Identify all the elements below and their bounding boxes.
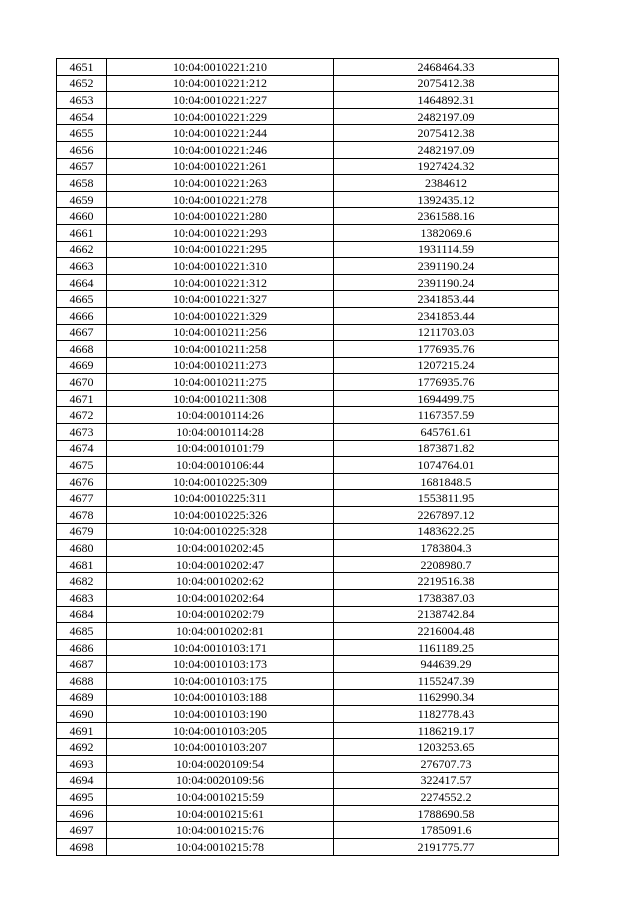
value-cell: 2208980.7 (334, 556, 559, 573)
row-number-cell: 4689 (57, 689, 107, 706)
value-cell: 1788690.58 (334, 805, 559, 822)
value-cell: 2341853.44 (334, 307, 559, 324)
value-cell: 1162990.34 (334, 689, 559, 706)
value-cell: 1392435.12 (334, 191, 559, 208)
cadastral-number-cell: 10:04:0020109:56 (107, 772, 334, 789)
table-row (57, 274, 559, 291)
value-cell: 2219516.38 (334, 573, 559, 590)
cadastral-number-cell: 10:04:0010221:229 (107, 108, 334, 125)
row-number-cell: 4672 (57, 407, 107, 424)
value-cell: 1186219.17 (334, 722, 559, 739)
value-cell: 1783804.3 (334, 540, 559, 557)
table-row (57, 623, 559, 640)
value-cell: 1161189.25 (334, 639, 559, 656)
value-cell: 1207215.24 (334, 357, 559, 374)
value-cell: 2361588.16 (334, 208, 559, 225)
row-number-cell: 4675 (57, 457, 107, 474)
table-row (57, 838, 559, 855)
value-cell: 1931114.59 (334, 241, 559, 258)
table-row (57, 141, 559, 158)
row-number-cell: 4653 (57, 92, 107, 109)
cadastral-number-cell: 10:04:0010221:244 (107, 125, 334, 142)
table-row (57, 374, 559, 391)
row-number-cell: 4655 (57, 125, 107, 142)
cadastral-number-cell: 10:04:0010202:81 (107, 623, 334, 640)
value-cell: 1776935.76 (334, 374, 559, 391)
row-number-cell: 4681 (57, 556, 107, 573)
table-row (57, 822, 559, 839)
cadastral-number-cell: 10:04:0010225:311 (107, 490, 334, 507)
table-row (57, 805, 559, 822)
table-row (57, 490, 559, 507)
value-cell: 1873871.82 (334, 440, 559, 457)
cadastral-number-cell: 10:04:0010221:329 (107, 307, 334, 324)
table-row (57, 357, 559, 374)
value-cell: 1776935.76 (334, 341, 559, 358)
cadastral-number-cell: 10:04:0010221:227 (107, 92, 334, 109)
row-number-cell: 4694 (57, 772, 107, 789)
row-number-cell: 4654 (57, 108, 107, 125)
row-number-cell: 4695 (57, 789, 107, 806)
cadastral-number-cell: 10:04:0010114:28 (107, 424, 334, 441)
row-number-cell: 4677 (57, 490, 107, 507)
row-number-cell: 4691 (57, 722, 107, 739)
row-number-cell: 4661 (57, 224, 107, 241)
cadastral-number-cell: 10:04:0010103:173 (107, 656, 334, 673)
value-cell: 2075412.38 (334, 75, 559, 92)
table-row (57, 556, 559, 573)
row-number-cell: 4656 (57, 141, 107, 158)
table-row (57, 224, 559, 241)
row-number-cell: 4690 (57, 706, 107, 723)
table-row (57, 540, 559, 557)
row-number-cell: 4660 (57, 208, 107, 225)
value-cell: 2482197.09 (334, 108, 559, 125)
value-cell: 1203253.65 (334, 739, 559, 756)
value-cell: 1382069.6 (334, 224, 559, 241)
table-row (57, 324, 559, 341)
value-cell: 1155247.39 (334, 672, 559, 689)
table-row (57, 407, 559, 424)
cadastral-number-cell: 10:04:0010211:256 (107, 324, 334, 341)
value-cell: 1182778.43 (334, 706, 559, 723)
row-number-cell: 4665 (57, 291, 107, 308)
cadastral-number-cell: 10:04:0010225:326 (107, 507, 334, 524)
cadastral-number-cell: 10:04:0010211:308 (107, 390, 334, 407)
table-row (57, 75, 559, 92)
cadastral-number-cell: 10:04:0010221:210 (107, 59, 334, 76)
value-cell: 2191775.77 (334, 838, 559, 855)
table-row (57, 722, 559, 739)
cadastral-number-cell: 10:04:0010215:61 (107, 805, 334, 822)
row-number-cell: 4667 (57, 324, 107, 341)
table-row (57, 258, 559, 275)
table-row (57, 59, 559, 76)
row-number-cell: 4673 (57, 424, 107, 441)
cadastral-number-cell: 10:04:0010202:64 (107, 590, 334, 607)
table-row (57, 241, 559, 258)
value-cell: 1681848.5 (334, 473, 559, 490)
data-table (56, 58, 559, 856)
row-number-cell: 4666 (57, 307, 107, 324)
cadastral-number-cell: 10:04:0010221:312 (107, 274, 334, 291)
row-number-cell: 4678 (57, 507, 107, 524)
cadastral-number-cell: 10:04:0010114:26 (107, 407, 334, 424)
value-cell: 2274552.2 (334, 789, 559, 806)
value-cell: 1927424.32 (334, 158, 559, 175)
cadastral-number-cell: 10:04:0010215:78 (107, 838, 334, 855)
table-row (57, 772, 559, 789)
value-cell: 2468464.33 (334, 59, 559, 76)
table-row (57, 307, 559, 324)
row-number-cell: 4670 (57, 374, 107, 391)
value-cell: 1211703.03 (334, 324, 559, 341)
table-row (57, 523, 559, 540)
table-row (57, 175, 559, 192)
table-row (57, 108, 559, 125)
row-number-cell: 4664 (57, 274, 107, 291)
table-row (57, 424, 559, 441)
row-number-cell: 4679 (57, 523, 107, 540)
cadastral-number-cell: 10:04:0010221:246 (107, 141, 334, 158)
cadastral-number-cell: 10:04:0010211:258 (107, 341, 334, 358)
table-row (57, 689, 559, 706)
cadastral-number-cell: 10:04:0010106:44 (107, 457, 334, 474)
cadastral-number-cell: 10:04:0010221:295 (107, 241, 334, 258)
cadastral-number-cell: 10:04:0010221:278 (107, 191, 334, 208)
table-row (57, 473, 559, 490)
row-number-cell: 4683 (57, 590, 107, 607)
row-number-cell: 4684 (57, 606, 107, 623)
table-row (57, 390, 559, 407)
cadastral-number-cell: 10:04:0010202:79 (107, 606, 334, 623)
value-cell: 1167357.59 (334, 407, 559, 424)
cadastral-number-cell: 10:04:0010225:328 (107, 523, 334, 540)
row-number-cell: 4698 (57, 838, 107, 855)
value-cell: 276707.73 (334, 755, 559, 772)
row-number-cell: 4668 (57, 341, 107, 358)
cadastral-number-cell: 10:04:0010211:275 (107, 374, 334, 391)
cadastral-number-cell: 10:04:0010103:188 (107, 689, 334, 706)
table-row (57, 656, 559, 673)
cadastral-number-cell: 10:04:0010221:310 (107, 258, 334, 275)
row-number-cell: 4685 (57, 623, 107, 640)
value-cell: 322417.57 (334, 772, 559, 789)
cadastral-number-cell: 10:04:0010221:327 (107, 291, 334, 308)
value-cell: 944639.29 (334, 656, 559, 673)
cadastral-number-cell: 10:04:0010215:76 (107, 822, 334, 839)
table-row (57, 457, 559, 474)
value-cell: 1694499.75 (334, 390, 559, 407)
value-cell: 2138742.84 (334, 606, 559, 623)
table-row (57, 706, 559, 723)
table-row (57, 739, 559, 756)
value-cell: 2391190.24 (334, 258, 559, 275)
table-row (57, 125, 559, 142)
cadastral-number-cell: 10:04:0010221:212 (107, 75, 334, 92)
cadastral-number-cell: 10:04:0010225:309 (107, 473, 334, 490)
table-row (57, 672, 559, 689)
table-row (57, 755, 559, 772)
row-number-cell: 4652 (57, 75, 107, 92)
row-number-cell: 4658 (57, 175, 107, 192)
row-number-cell: 4680 (57, 540, 107, 557)
row-number-cell: 4688 (57, 672, 107, 689)
table-row (57, 208, 559, 225)
cadastral-number-cell: 10:04:0020109:54 (107, 755, 334, 772)
value-cell: 645761.61 (334, 424, 559, 441)
cadastral-number-cell: 10:04:0010215:59 (107, 789, 334, 806)
row-number-cell: 4674 (57, 440, 107, 457)
row-number-cell: 4693 (57, 755, 107, 772)
row-number-cell: 4696 (57, 805, 107, 822)
value-cell: 1785091.6 (334, 822, 559, 839)
cadastral-number-cell: 10:04:0010202:47 (107, 556, 334, 573)
cadastral-number-cell: 10:04:0010103:175 (107, 672, 334, 689)
row-number-cell: 4662 (57, 241, 107, 258)
row-number-cell: 4657 (57, 158, 107, 175)
table-row (57, 92, 559, 109)
row-number-cell: 4671 (57, 390, 107, 407)
table-row (57, 440, 559, 457)
row-number-cell: 4692 (57, 739, 107, 756)
cadastral-number-cell: 10:04:0010211:273 (107, 357, 334, 374)
row-number-cell: 4686 (57, 639, 107, 656)
row-number-cell: 4659 (57, 191, 107, 208)
cadastral-number-cell: 10:04:0010221:261 (107, 158, 334, 175)
table-row (57, 158, 559, 175)
table-row (57, 573, 559, 590)
value-cell: 1738387.03 (334, 590, 559, 607)
value-cell: 2267897.12 (334, 507, 559, 524)
row-number-cell: 4663 (57, 258, 107, 275)
value-cell: 2216004.48 (334, 623, 559, 640)
table-row (57, 191, 559, 208)
cadastral-number-cell: 10:04:0010202:62 (107, 573, 334, 590)
cadastral-number-cell: 10:04:0010221:263 (107, 175, 334, 192)
table-row (57, 639, 559, 656)
value-cell: 2075412.38 (334, 125, 559, 142)
cadastral-number-cell: 10:04:0010103:207 (107, 739, 334, 756)
table-row (57, 789, 559, 806)
value-cell: 2384612 (334, 175, 559, 192)
cadastral-number-cell: 10:04:0010221:280 (107, 208, 334, 225)
row-number-cell: 4651 (57, 59, 107, 76)
cadastral-number-cell: 10:04:0010103:190 (107, 706, 334, 723)
cadastral-number-cell: 10:04:0010103:171 (107, 639, 334, 656)
value-cell: 1553811.95 (334, 490, 559, 507)
row-number-cell: 4676 (57, 473, 107, 490)
table-row (57, 590, 559, 607)
table-body (57, 59, 559, 856)
row-number-cell: 4682 (57, 573, 107, 590)
value-cell: 1464892.31 (334, 92, 559, 109)
value-cell: 2341853.44 (334, 291, 559, 308)
table-row (57, 606, 559, 623)
value-cell: 2391190.24 (334, 274, 559, 291)
value-cell: 1483622.25 (334, 523, 559, 540)
row-number-cell: 4697 (57, 822, 107, 839)
cadastral-number-cell: 10:04:0010103:205 (107, 722, 334, 739)
row-number-cell: 4687 (57, 656, 107, 673)
table-row (57, 341, 559, 358)
cadastral-number-cell: 10:04:0010101:79 (107, 440, 334, 457)
table-row (57, 291, 559, 308)
table-row (57, 507, 559, 524)
cadastral-number-cell: 10:04:0010221:293 (107, 224, 334, 241)
value-cell: 1074764.01 (334, 457, 559, 474)
cadastral-number-cell: 10:04:0010202:45 (107, 540, 334, 557)
row-number-cell: 4669 (57, 357, 107, 374)
value-cell: 2482197.09 (334, 141, 559, 158)
